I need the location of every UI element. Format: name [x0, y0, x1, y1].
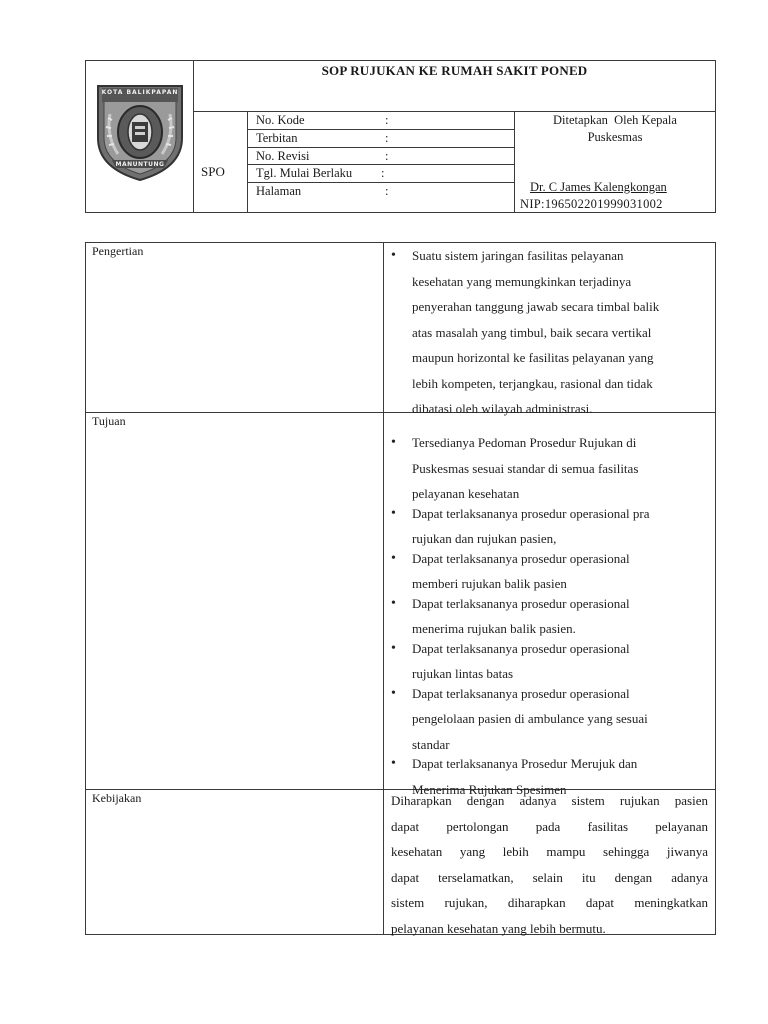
- paragraph-line: dapat pertolongan pada fasilitas pelayanan: [391, 818, 708, 834]
- list-item: • Dapat terlaksananya prosedur operasional menerima rujukan balik pasien.: [386, 591, 712, 642]
- paragraph-line: sistem rujukan, diharapkan dapat meningkatkan: [391, 895, 708, 910]
- paragraph-line: kesehatan yang lebih mampu sehingga jiwanya: [391, 844, 708, 859]
- list-item: • Suatu sistem jaringan fasilitas pelayanan kesehatan yang memungkinkan terjadinya penyerahan tanggung jawab secara timbal balik atas masalah yang timbul, baik secara vertikal maupun horizontal ke fasilitas pelayanan yang lebih kompeten, terjangkau, rasional dan tidak dibatasi oleh wilayah administrasi.: [386, 243, 712, 422]
- list-item: • Tersedianya Pedoman Prosedur Rujukan di Puskesmas sesuai standar di semua fasilitas pelayanan kesehatan: [386, 430, 712, 507]
- paragraph-line: dapat terselamatkan, selain itu dengan adanya: [391, 869, 708, 885]
- approval-line2: Puskesmas: [587, 130, 643, 144]
- document-title: SOP RUJUKAN KE RUMAH SAKIT PONED: [321, 63, 588, 78]
- list-item: • Dapat terlaksananya prosedur operasional rujukan lintas batas: [386, 636, 712, 687]
- list-item: • Dapat terlaksananya prosedur operasional pengelolaan pasien di ambulance yang sesuai standar: [386, 681, 712, 758]
- approval-line1: Ditetapkan Oleh Kepala: [553, 113, 677, 127]
- list-item: • Dapat terlaksananya prosedur operasional memberi rujukan balik pasien: [386, 546, 712, 597]
- approval-name: Dr. C James Kalengkongan: [530, 180, 667, 194]
- approval-nip: NIP:196502201999031002: [520, 197, 663, 211]
- section-label-kebijakan: Kebijakan: [92, 791, 142, 805]
- field-sep: :: [385, 149, 389, 163]
- list-item: • Dapat terlaksananya Prosedur Merujuk dan Menerima Rujukan Spesimen: [386, 751, 712, 802]
- paragraph-line: pelayanan kesehatan yang lebih bermutu.: [391, 920, 606, 936]
- field-tgl-mulai: Tgl. Mulai Berlaku: [256, 166, 353, 180]
- field-terbitan: Terbitan: [256, 131, 298, 145]
- section-label-pengertian: Pengertian: [92, 244, 144, 258]
- field-sep: :: [385, 131, 389, 145]
- list-item: • Dapat terlaksananya prosedur operasional pra rujukan dan rujukan pasien,: [386, 501, 712, 552]
- tujuan-content: [386, 430, 712, 802]
- spo-label: SPO: [201, 164, 225, 179]
- field-sep: :: [381, 166, 385, 180]
- logo-bottom-text: MANUNTUNG: [115, 161, 165, 168]
- field-no-revisi: No. Revisi: [256, 149, 310, 163]
- section-label-tujuan: Tujuan: [92, 414, 126, 428]
- field-sep: :: [385, 184, 389, 198]
- field-sep: :: [385, 113, 389, 127]
- pengertian-content: [386, 243, 712, 422]
- logo-top-text: KOTA BALIKPAPAN: [101, 89, 179, 96]
- paragraph-line: Diharapkan dengan adanya sistem rujukan pasien: [391, 793, 708, 808]
- field-no-kode: No. Kode: [256, 113, 305, 127]
- kebijakan-content: [391, 788, 708, 941]
- field-halaman: Halaman: [256, 184, 302, 198]
